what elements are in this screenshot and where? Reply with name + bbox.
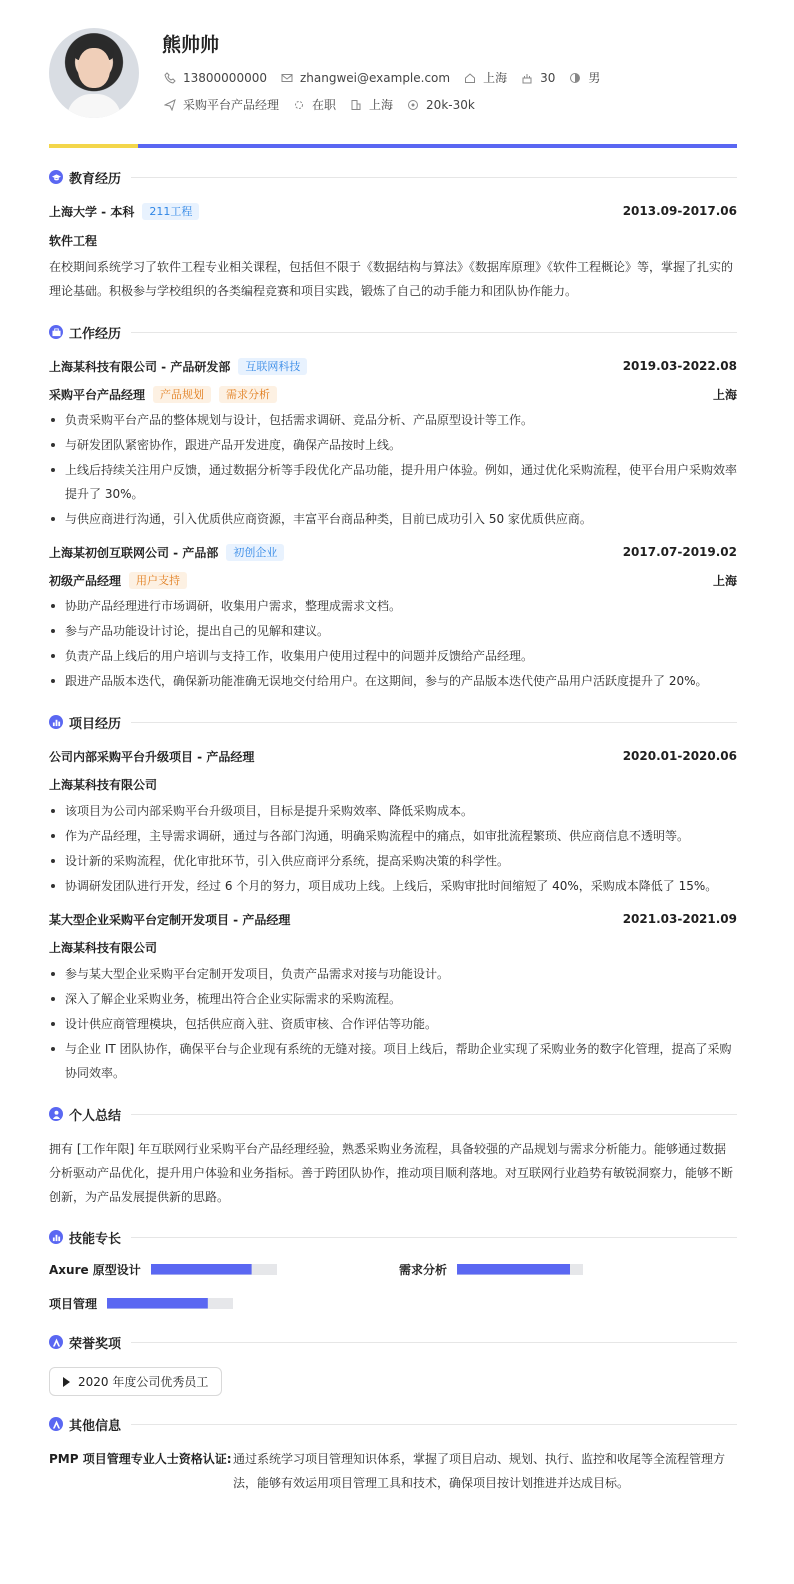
avatar [49,28,139,118]
mail-icon [281,72,293,84]
salary-text: 20k-30k [426,97,475,112]
award-icon [49,1335,63,1349]
award-item [49,1367,222,1396]
list-item: 作为产品经理，主导需求调研，通过与各部门沟通，明确采购流程中的痛点，如审批流程繁琐、供应商信息不透明等。 [49,824,737,848]
gender-text: 男 [588,71,601,85]
chart-icon [49,1230,63,1244]
job-target-info [164,96,279,113]
skills-section-title: 技能专长 [49,1226,737,1248]
list-item: 参与某大型企业采购平台定制开发项目，负责产品需求对接与功能设计。 [49,962,737,986]
send-icon [164,99,176,111]
projects-section-title: 项目经历 [49,711,737,733]
status-text: 在职 [312,98,337,112]
list-item: 设计供应商管理模块，包括供应商入驻、资质审核、合作评估等功能。 [49,1012,737,1036]
project-item [49,747,737,898]
status-info [293,96,336,113]
role-tag: 需求分析 [219,386,277,403]
city-info [350,96,393,113]
list-item: 与企业 IT 团队协作，确保平台与企业现有系统的无缝对接。项目上线后，帮助企业实现了采购业务的数字化管理，提高了采购协同效率。 [49,1037,737,1085]
company-tag: 初创企业 [226,544,284,561]
company-tag: 互联网科技 [238,358,307,375]
other-section-title: 其他信息 [49,1413,737,1435]
project-date: 2020.01-2020.06 [622,749,737,763]
resume-header [49,0,737,146]
school-name: 上海大学 - 本科 [49,204,135,219]
role-tag: 产品规划 [153,386,211,403]
email-info [281,71,450,85]
project-duties [49,799,737,898]
list-item: 上线后持续关注用户反馈，通过数据分析等手段优化产品功能，提升用户体验。例如，通过优化采购流程，使平台用户采购效率提升了 30%。 [49,458,737,506]
job-target-text: 采购平台产品经理 [183,98,280,112]
summary-section-title: 个人总结 [49,1103,737,1125]
skill-level-bar [107,1298,233,1309]
project-name: 公司内部采购平台升级项目 - 产品经理 [49,749,255,764]
gender-info [569,69,600,86]
work-city: 上海 [712,573,737,588]
city-text: 上海 [369,98,394,112]
award-icon [49,1417,63,1431]
project-name: 某大型企业采购平台定制开发项目 - 产品经理 [49,912,291,927]
work-date: 2019.03-2022.08 [622,359,737,373]
list-item: 协助产品经理进行市场调研，收集用户需求，整理成需求文档。 [49,594,737,618]
summary-text: 拥有 [工作年限] 年互联网行业采购平台产品经理经验，熟悉采购业务流程，具备较强的产品规划与需求分析能力。能够通过数据分析驱动产品优化，提升用户体验和业务指标。善于跨团队协作，推动项目顺利落地。对互联网行业趋势有敏锐洞察力，能够不断创新，为产品发展提供新的思路。 [49,1142,734,1204]
list-item: 与供应商进行沟通，引入优质供应商资源，丰富平台商品种类，目前已成功引入 50 家优质供应商。 [49,507,737,531]
work-duties [49,594,737,693]
role-name: 初级产品经理 [49,573,122,588]
award-text: 2020 年度公司优秀员工 [78,1375,209,1389]
list-item: 负责产品上线后的用户培训与支持工作，收集用户使用过程中的问题并反馈给产品经理。 [49,644,737,668]
list-item: 该项目为公司内部采购平台升级项目，目标是提升采购效率、降低采购成本。 [49,799,737,823]
company-name: 上海某科技有限公司 - 产品研发部 [49,359,231,374]
age-text: 30 [540,70,556,85]
skill-item: 需求分析 [399,1261,583,1277]
skill-item: 项目管理 [49,1295,233,1311]
major: 软件工程 [49,234,98,248]
work-item [49,543,737,693]
contact-row [164,69,614,86]
salary-info [407,98,475,112]
school-tag: 211工程 [142,203,199,220]
work-duties [49,408,737,531]
list-item: 设计新的采购流程，优化审批环节，引入供应商评分系统，提高采购决策的科学性。 [49,849,737,873]
home-icon [464,72,476,84]
graduation-cap-icon [49,170,63,184]
chart-icon [49,715,63,729]
other-info-value: 通过系统学习项目管理知识体系，掌握了项目启动、规划、执行、监控和收尾等全流程管理方法，能够有效运用项目管理工具和技术，确保项目按计划推进并达成目标。 [233,1452,726,1490]
role-tag: 用户支持 [129,572,187,589]
phone-text: 13800000000 [183,70,267,85]
project-company: 上海某科技有限公司 [49,941,158,955]
other-info-row [49,1447,737,1495]
age-info [521,71,555,85]
skills-row [49,1261,737,1277]
company-name: 上海某初创互联网公司 - 产品部 [49,545,219,560]
phone-icon [164,72,176,84]
list-item: 负责采购平台产品的整体规划与设计，包括需求调研、竞品分析、产品原型设计等工作。 [49,408,737,432]
skill-level-bar [151,1264,277,1275]
status-icon [293,99,305,111]
work-section-title: 工作经历 [49,321,737,343]
skill-level-bar [457,1264,583,1275]
user-icon [49,1107,63,1121]
project-duties [49,962,737,1085]
job-row [164,96,489,113]
education-header-row [49,202,737,220]
project-date: 2021.03-2021.09 [622,912,737,926]
role-name: 采购平台产品经理 [49,387,146,402]
cake-icon [521,72,533,84]
list-item: 参与产品功能设计讨论，提出自己的见解和建议。 [49,619,737,643]
gender-icon [569,72,581,84]
list-item: 深入了解企业采购业务，梳理出符合企业实际需求的采购流程。 [49,987,737,1011]
project-item [49,910,737,1085]
skill-item: Axure 原型设计 [49,1261,399,1277]
list-item: 跟进产品版本迭代，确保新功能准确无误地交付给用户。在这期间，参与的产品版本迭代使产品用户活跃度提升了 20%。 [49,669,737,693]
education-date: 2013.09-2017.06 [622,204,737,218]
other-info-key: PMP 项目管理专业人士资格认证: [49,1452,232,1466]
awards-list [49,1367,737,1396]
building-icon [350,99,362,111]
briefcase-icon [49,325,63,339]
work-item [49,357,737,531]
project-company: 上海某科技有限公司 [49,778,158,792]
work-date: 2017.07-2019.02 [622,545,737,559]
list-item: 协调研发团队进行开发，经过 6 个月的努力，项目成功上线。上线后，采购审批时间缩短了 40%，采购成本降低了 15%。 [49,874,737,898]
work-city: 上海 [712,387,737,402]
awards-section-title: 荣誉奖项 [49,1331,737,1353]
education-section-title: 教育经历 [49,166,737,188]
email-text: zhangwei@example.com [299,70,451,85]
location-info [464,69,507,86]
skills-row [49,1295,737,1311]
candidate-name: 熊帅帅 [162,34,220,56]
education-description: 在校期间系统学习了软件工程专业相关课程，包括但不限于《数据结构与算法》《数据库原理》《软件工程概论》等，掌握了扎实的理论基础。积极参与学校组织的各类编程竞赛和项目实践，锻炼了自己的动手能力和团队协作能力。 [49,260,734,298]
coin-icon [407,99,419,111]
phone-info [164,71,267,85]
location-text: 上海 [483,71,508,85]
play-icon [63,1377,70,1387]
list-item: 与研发团队紧密协作，跟进产品开发进度，确保产品按时上线。 [49,433,737,457]
header-divider-bar [49,144,737,148]
